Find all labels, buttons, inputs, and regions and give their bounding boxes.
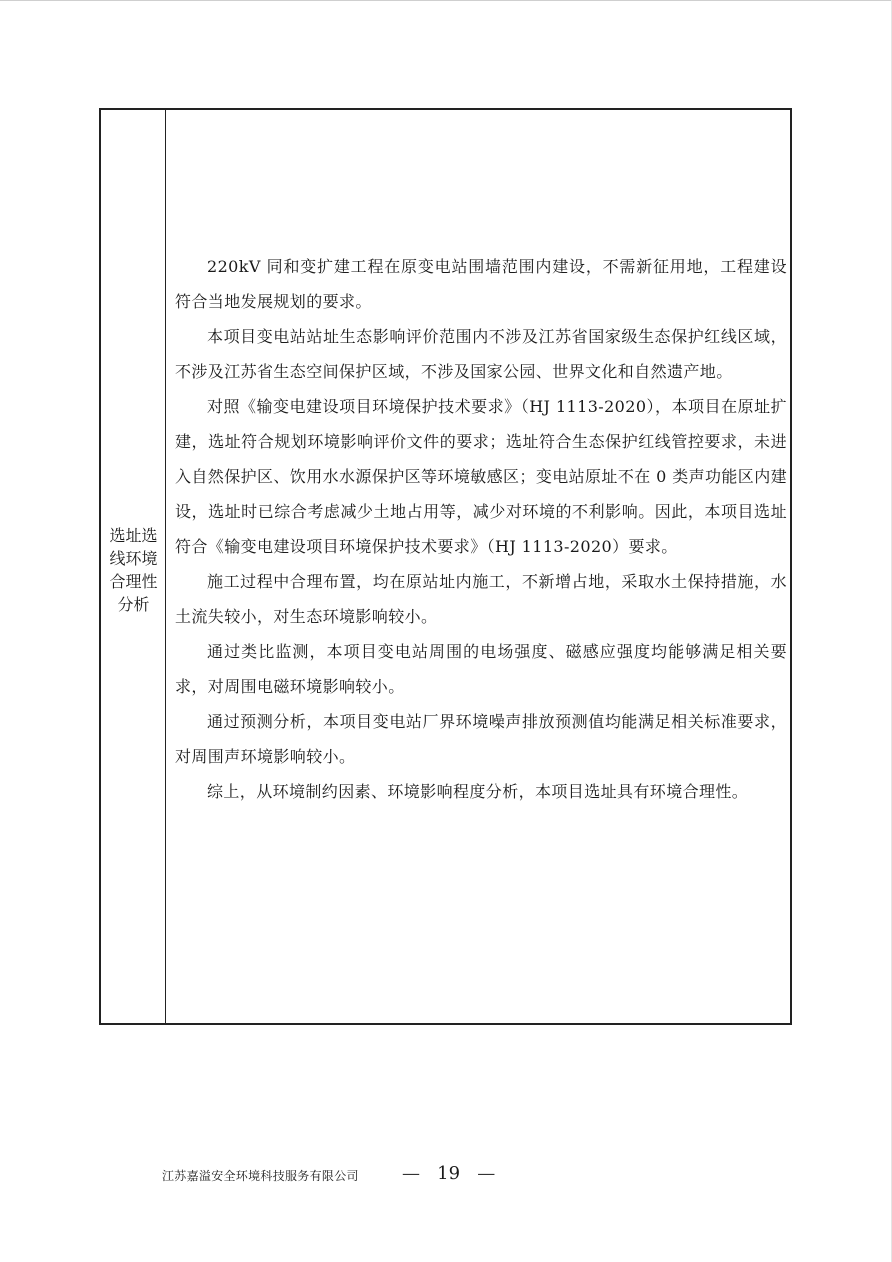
dash-right: — xyxy=(477,1163,496,1184)
dash-left: — xyxy=(402,1163,420,1184)
paragraph: 220kV 同和变扩建工程在原变电站围墙范围内建设，不需新征用地，工程建设符合当地发展规划的要求。 xyxy=(175,257,787,311)
content-body xyxy=(175,249,787,809)
company-name: 江苏嘉溢安全环境科技服务有限公司 xyxy=(162,1169,359,1183)
row-label: 选址选线环境合理性分析 xyxy=(109,526,158,614)
paragraph: 施工过程中合理布置，均在原站址内施工，不新增占地，采取水土保持措施，水土流失较小，对生态环境影响较小。 xyxy=(175,572,787,626)
page-footer xyxy=(162,1163,562,1193)
paragraph: 通过类比监测，本项目变电站周围的电场强度、磁感应强度均能够满足相关要求，对周围电磁环境影响较小。 xyxy=(175,642,787,696)
row-content-cell xyxy=(167,110,790,1023)
page-number-group xyxy=(402,1163,495,1184)
paragraph: 综上，从环境制约因素、环境影响程度分析，本项目选址具有环境合理性。 xyxy=(207,782,749,801)
page-edge xyxy=(0,0,892,1)
page-number: 19 xyxy=(437,1163,461,1184)
paragraph: 通过预测分析，本项目变电站厂界环境噪声排放预测值均能满足相关标准要求，对周围声环境影响较小。 xyxy=(175,712,787,766)
analysis-table xyxy=(99,108,792,1025)
paragraph: 对照《输变电建设项目环境保护技术要求》（HJ 1113-2020），本项目在原址扩建，选址符合规划环境影响评价文件的要求；选址符合生态保护红线管控要求，未进入自然保护区、饮用水水源保护区等环境敏感区；变电站原址不在 0 类声功能区内建设，选址时已综合考虑减少土地占用等，减少对环境的不利影响。因此，本项目选址符合《输变电建设项目环境保护技术要求》（HJ 1113-2020）要求。 xyxy=(175,397,787,556)
row-label-cell xyxy=(101,110,166,1023)
paragraph: 本项目变电站站址生态影响评价范围内不涉及江苏省国家级生态保护红线区域，不涉及江苏省生态空间保护区域，不涉及国家公园、世界文化和自然遗产地。 xyxy=(175,327,787,381)
